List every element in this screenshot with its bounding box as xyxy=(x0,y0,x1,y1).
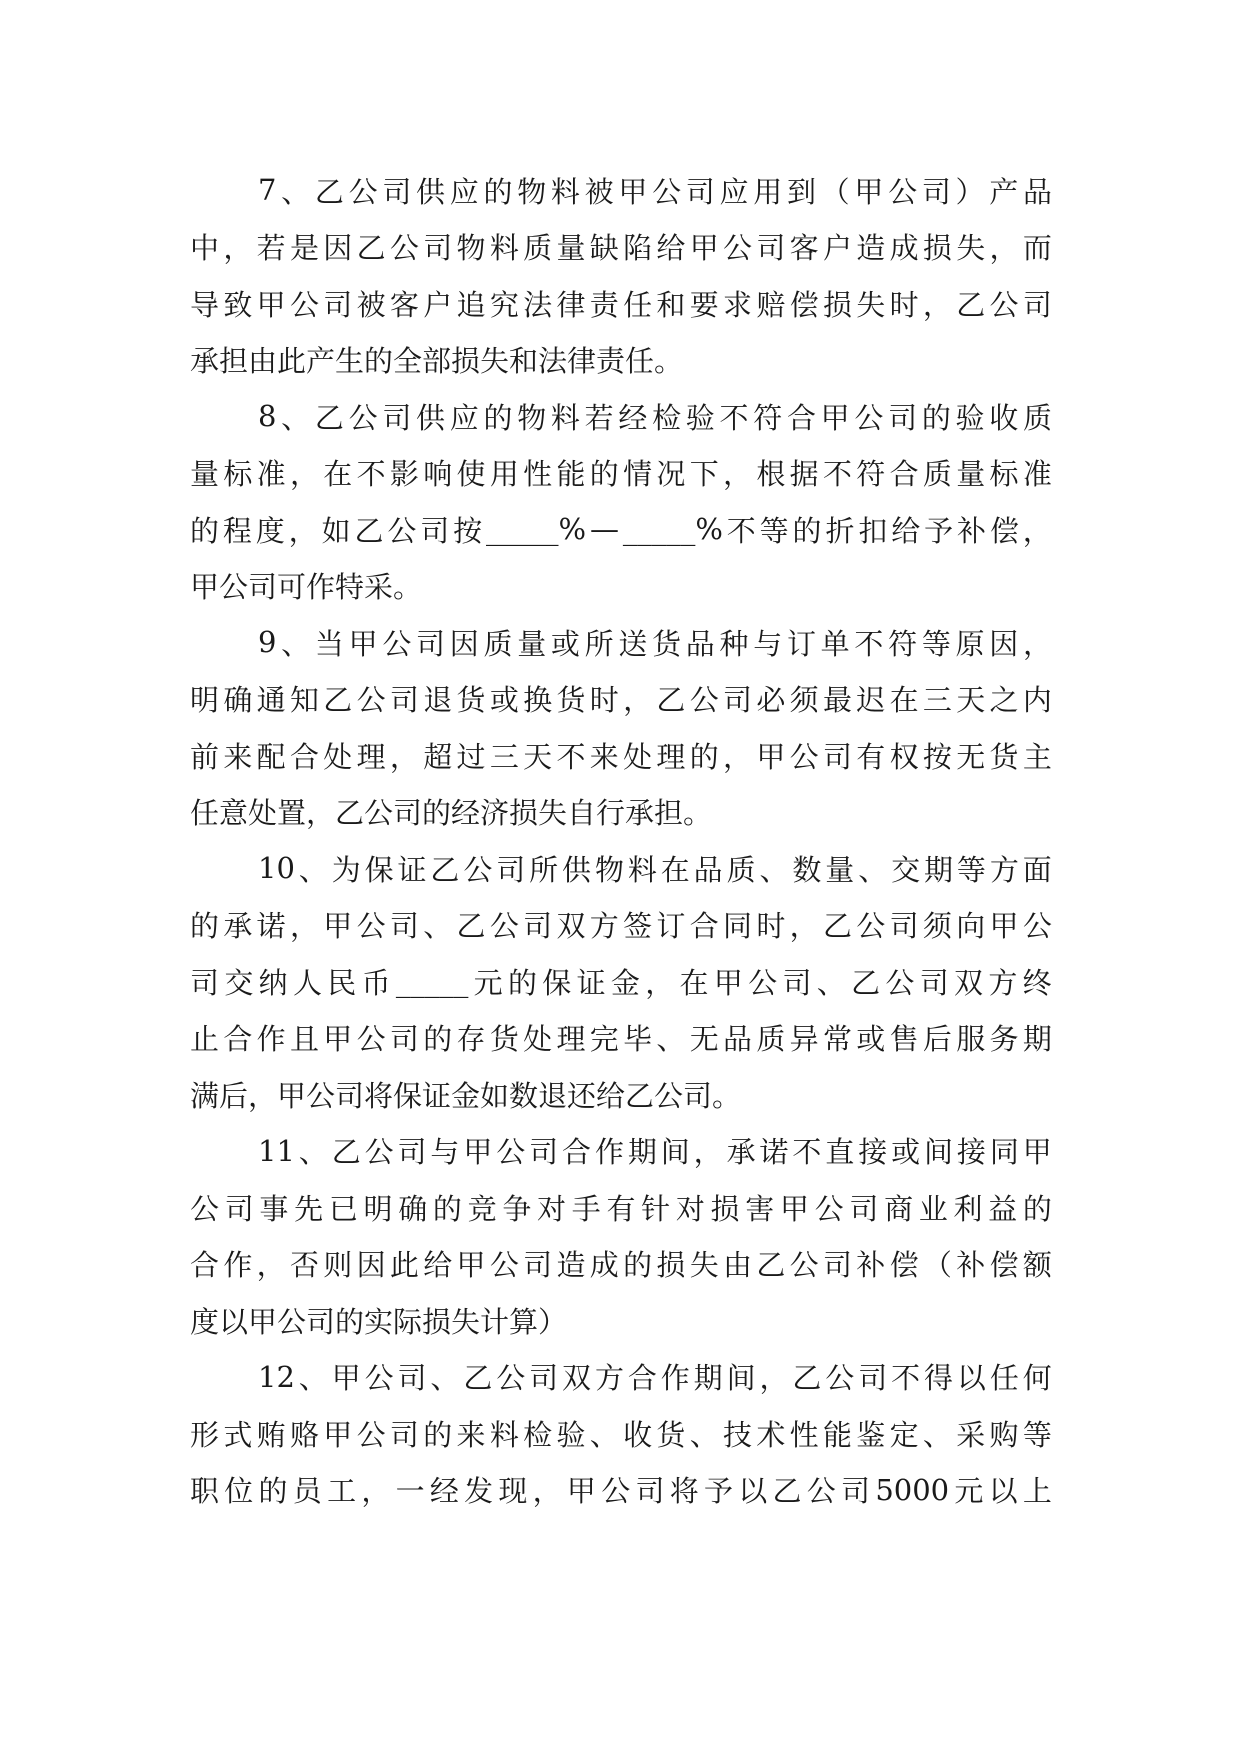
text-line: 满后，甲公司将保证金如数退还给乙公司。 xyxy=(190,1078,742,1113)
clause-10 xyxy=(190,840,1052,1123)
text-line: 止 合 作 且 甲 公 司 的 存 货 处 理 完 毕 、 无 品 质 异 常 或 售 后 服 务 期 xyxy=(190,1022,1052,1057)
text-line: 导 致 甲 公 司 被 客 户 追 究 法 律 责 任 和 要 求 赔 偿 损 失 时 ， 乙 公 司 xyxy=(190,287,1052,322)
text-line: 7 、 乙 公 司 供 应 的 物 料 被 甲 公 司 应 用 到 （ 甲 公 司 ） 产 品 xyxy=(258,173,1052,209)
text-line: 12 、 甲 公 司 、 乙 公 司 双 方 合 作 期 间 ， 乙 公 司 不 得 以 任 何 xyxy=(258,1359,1052,1396)
text-line: 中 ， 若 是 因 乙 公 司 物 料 质 量 缺 陷 给 甲 公 司 客 户 造 成 损 失 ， 而 xyxy=(190,231,1052,266)
text-line: 任意处置，乙公司的经济损失自行承担。 xyxy=(190,796,713,831)
text-line: 合 作 ， 否 则 因 此 给 甲 公 司 造 成 的 损 失 由 乙 公 司 补 偿 （ 补 偿 额 xyxy=(190,1248,1052,1283)
document-page xyxy=(190,162,1052,1518)
text-line: 甲公司可作特采。 xyxy=(190,570,423,605)
text-line: 公 司 事 先 已 明 确 的 竞 争 对 手 有 针 对 损 害 甲 公 司 商 业 利 益 的 xyxy=(190,1191,1052,1226)
text-line: 明 确 通 知 乙 公 司 退 货 或 换 货 时 ， 乙 公 司 必 须 最 迟 在 三 天 之 内 xyxy=(190,683,1052,718)
text-line: 9 、 当 甲 公 司 因 质 量 或 所 送 货 品 种 与 订 单 不 符 等 原 因 ， xyxy=(258,625,1052,661)
clause-8 xyxy=(190,388,1052,614)
text-line: 形 式 贿 赂 甲 公 司 的 来 料 检 验 、 收 货 、 技 术 性 能 鉴 定 、 采 购 等 xyxy=(190,1417,1052,1452)
clause-12 xyxy=(190,1349,1052,1519)
text-line: 承担由此产生的全部损失和法律责任。 xyxy=(190,344,684,379)
clause-11 xyxy=(190,1123,1052,1349)
clause-9 xyxy=(190,614,1052,840)
text-line: 的 程 度 ， 如 乙 公 司 按 _____% — _____% 不 等 的 折 扣 给 予 补 偿 ， xyxy=(190,512,1052,548)
text-line: 度以甲公司的实际损失计算） xyxy=(190,1304,568,1339)
text-line: 的 承 诺 ， 甲 公 司 、 乙 公 司 双 方 签 订 合 同 时 ， 乙 公 司 须 向 甲 公 xyxy=(190,909,1052,944)
text-line: 8 、 乙 公 司 供 应 的 物 料 若 经 检 验 不 符 合 甲 公 司 的 验 收 质 xyxy=(258,399,1052,435)
clause-7 xyxy=(190,162,1052,388)
text-line: 10 、 为 保 证 乙 公 司 所 供 物 料 在 品 质 、 数 量 、 交 期 等 方 面 xyxy=(258,851,1052,887)
text-line: 前 来 配 合 处 理 ， 超 过 三 天 不 来 处 理 的 ， 甲 公 司 有 权 按 无 货 主 xyxy=(190,739,1052,774)
text-line: 量 标 准 ， 在 不 影 响 使 用 性 能 的 情 况 下 ， 根 据 不 符 合 质 量 标 准 xyxy=(190,457,1052,492)
text-line: 司 交 纳 人 民 币 _____ 元 的 保 证 金 ， 在 甲 公 司 、 乙 公 司 双 方 终 xyxy=(190,964,1052,1000)
text-line: 11 、 乙 公 司 与 甲 公 司 合 作 期 间 ， 承 诺 不 直 接 或 间 接 同 甲 xyxy=(258,1133,1052,1170)
text-line: 职 位 的 员 工 ， 一 经 发 现 ， 甲 公 司 将 予 以 乙 公 司 5000 元 以 上 xyxy=(190,1472,1052,1509)
